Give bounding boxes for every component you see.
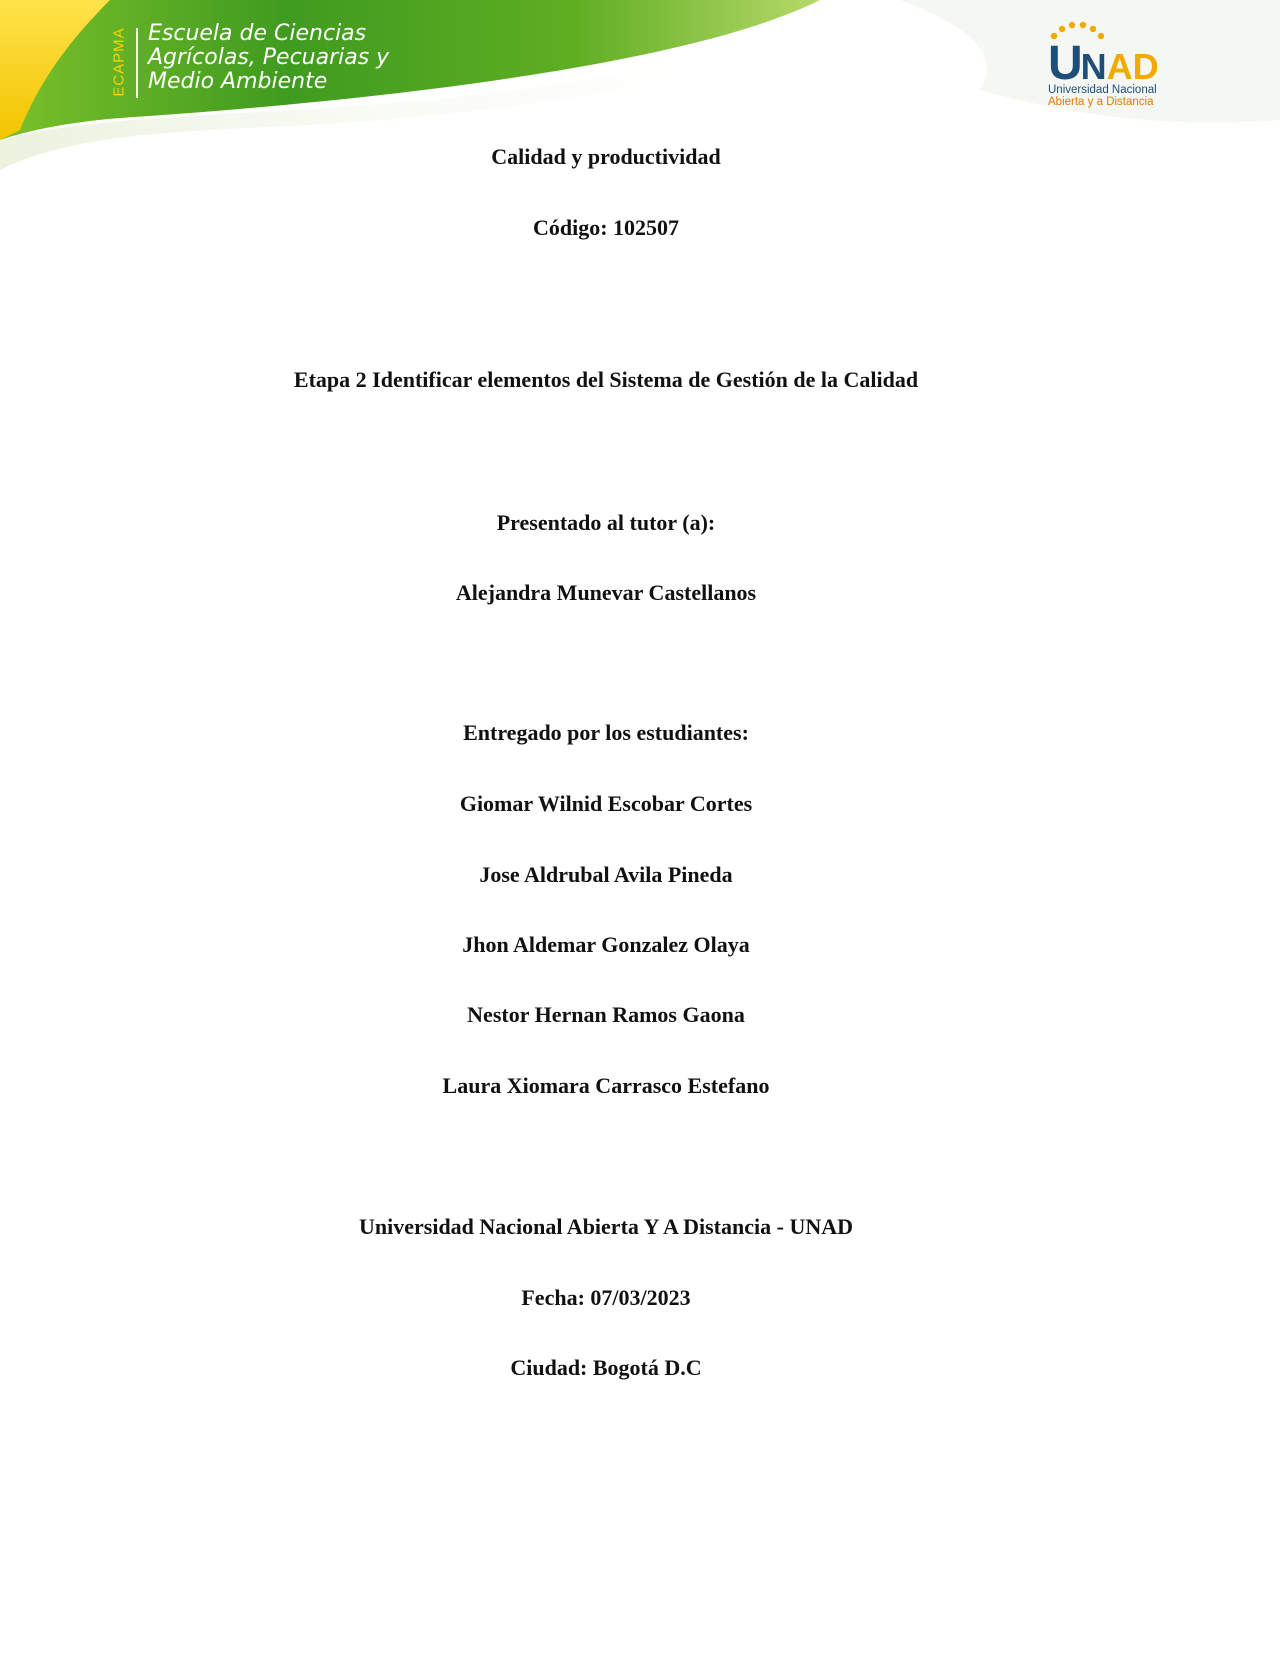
delivered-label: Entregado por los estudiantes: (463, 720, 749, 745)
presented-label: Presentado al tutor (a): (496, 510, 716, 535)
unad-logo (1044, 20, 1174, 110)
ecapma-label: ECAPMA (110, 27, 128, 97)
course-code: Código: 102507 (532, 215, 680, 240)
student-name: Jose Aldrubal Avila Pineda (479, 862, 733, 887)
banner-divider (136, 28, 138, 98)
logo-subtitle (1048, 84, 1157, 108)
logo-subtitle-line-1: Universidad Nacional (1048, 84, 1157, 96)
student-name: Jhon Aldemar Gonzalez Olaya (462, 932, 750, 957)
student-name: Nestor Hernan Ramos Gaona (467, 1002, 745, 1027)
city: Ciudad: Bogotá D.C (510, 1355, 702, 1380)
school-name-line-2: Agrícolas, Pecuarias y (148, 45, 390, 70)
student-name: Laura Xiomara Carrasco Estefano (442, 1073, 770, 1098)
logo-letter-u: U (1048, 37, 1081, 90)
school-name-line-1: Escuela de Ciencias (148, 21, 367, 46)
university-name: Universidad Nacional Abierta Y A Distancia - UNAD (359, 1214, 853, 1239)
school-name-line-3: Medio Ambiente (148, 69, 328, 94)
logo-wordmark (1048, 36, 1159, 91)
course-title: Calidad y productividad (491, 144, 721, 169)
tutor-name: Alejandra Munevar Castellanos (455, 580, 757, 605)
logo-letters-ad: AD (1106, 46, 1159, 87)
stage-title: Etapa 2 Identificar elementos del Sistema de Gestión de la Calidad (293, 367, 919, 392)
logo-letter-n: N (1080, 46, 1107, 87)
date: Fecha: 07/03/2023 (521, 1285, 691, 1310)
student-name: Giomar Wilnid Escobar Cortes (459, 791, 753, 816)
logo-subtitle-line-2: Abierta y a Distancia (1048, 96, 1154, 108)
school-name (148, 22, 389, 94)
